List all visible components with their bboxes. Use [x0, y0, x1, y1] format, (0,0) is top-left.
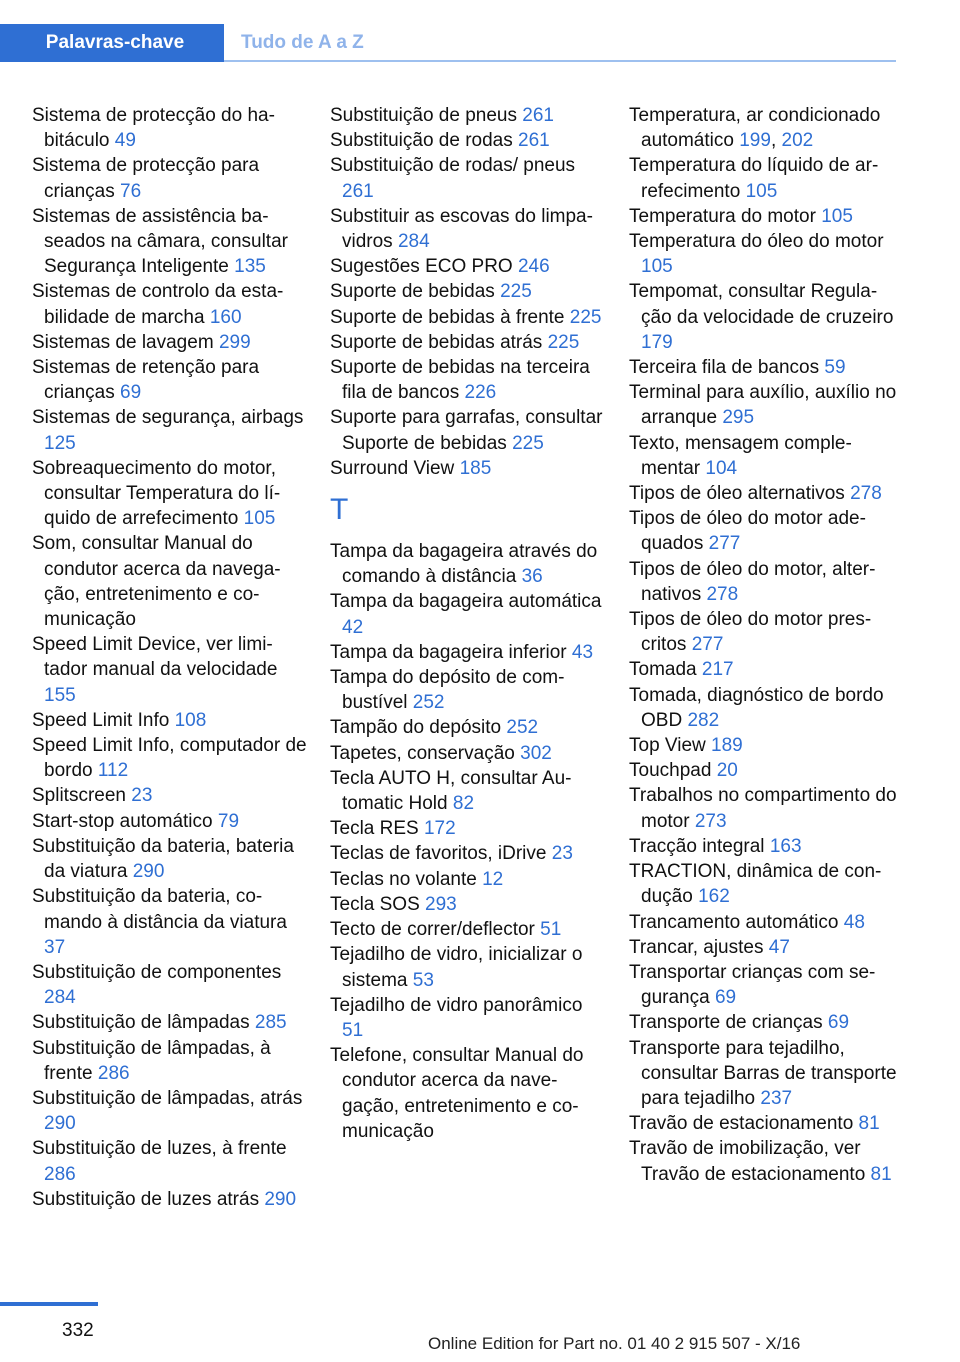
index-entry-text: Substituição de rodas/ pneus — [330, 155, 576, 177]
index-entry — [32, 834, 307, 884]
index-entry — [32, 1187, 307, 1212]
page-link[interactable]: 252 — [506, 717, 539, 739]
index-entry-text: Tecla AUTO H, consultar Automatic Hold — [330, 767, 572, 815]
index-entry-text: Suporte de bebidas — [330, 281, 495, 303]
index-entry-text: Substituição de luzes, à frente — [32, 1138, 287, 1160]
index-entry-text: TRACTION, dinâmica de condução — [629, 861, 882, 908]
page-link[interactable]: 179 — [641, 331, 673, 353]
index-entry-text: Tomada — [629, 659, 697, 681]
page-link[interactable]: 261 — [522, 105, 554, 126]
index-entry — [330, 917, 605, 942]
index-entry-text: Travão de estacionamento — [629, 1113, 854, 1135]
page-link[interactable]: 37 — [44, 936, 66, 958]
index-entry — [330, 741, 605, 766]
page-link[interactable]: 53 — [412, 969, 434, 991]
page-link[interactable]: 261 — [518, 130, 550, 152]
index-entry — [32, 153, 307, 203]
index-entry — [32, 279, 307, 329]
page-link[interactable]: 162 — [698, 886, 730, 908]
index-entry — [629, 758, 901, 783]
page-link[interactable]: 125 — [44, 432, 76, 454]
page-link[interactable]: 105 — [243, 508, 276, 530]
index-entry-text: Tampa da bagageira através do comando à distância — [330, 541, 598, 588]
index-entry-text: Suporte de bebidas na terceira fila de bancos — [330, 357, 590, 404]
index-entry-text: Suporte para garrafas, consultar Suporte de bebidas — [330, 407, 603, 454]
index-entry — [32, 405, 307, 455]
index-entry — [629, 834, 901, 859]
index-entry — [629, 380, 901, 430]
index-entry-text: Tecla SOS — [330, 893, 420, 915]
index-entry — [32, 531, 307, 632]
index-entry — [32, 355, 307, 405]
page-link[interactable]: 225 — [569, 306, 602, 328]
page-link[interactable]: 69 — [120, 382, 142, 404]
page-link[interactable]: 42 — [342, 616, 364, 638]
index-entry-text: Sistemas de lavagem — [32, 331, 214, 353]
page-link[interactable]: 290 — [264, 1188, 297, 1210]
page-link[interactable]: 79 — [217, 810, 240, 832]
index-entry — [629, 859, 901, 909]
index-entry-text: Transporte para tejadilho, consultar Barras de transporte para tejadilho — [629, 1037, 897, 1109]
index-entry — [629, 607, 901, 657]
index-entry — [629, 481, 901, 506]
page-link[interactable]: 69 — [714, 987, 737, 1009]
index-entry-text: Speed Limit Info — [32, 709, 170, 731]
index-entry-text: Tipos de óleo do motor, alternativos — [629, 558, 876, 605]
index-entry — [330, 942, 605, 992]
page-link[interactable]: 284 — [44, 987, 76, 1009]
index-entry — [330, 128, 605, 153]
index-entry-text: Tecla RES — [330, 818, 419, 840]
index-entry — [330, 841, 605, 866]
index-entry — [629, 204, 901, 229]
index-entry — [629, 910, 901, 935]
index-entry — [32, 632, 307, 708]
index-entry — [32, 1086, 307, 1136]
page-number: 332 — [62, 1320, 94, 1341]
index-entry — [330, 816, 605, 841]
page-link[interactable]: 286 — [44, 1163, 76, 1185]
index-entry-text: Sobreaquecimento do motor, consultar Temperatura do líquido de arrefecimento — [32, 457, 281, 530]
index-entry — [629, 506, 901, 556]
page-link[interactable]: 277 — [708, 533, 741, 555]
index-entry-text: Temperatura do líquido de arrefecimento — [629, 155, 879, 202]
index-entry-text: Tomada, diagnóstico de bordo OBD — [629, 684, 884, 731]
index-entry — [330, 665, 605, 715]
index-entry-text: Texto, mensagem complementar — [629, 432, 852, 479]
index-entry-text: Temperatura do motor — [629, 205, 816, 227]
section-letter: T — [330, 493, 349, 527]
page-link[interactable]: 105 — [745, 180, 778, 202]
index-entry — [32, 783, 307, 808]
index-entry-text: Substituição de rodas — [330, 130, 513, 152]
page-link[interactable]: 108 — [174, 709, 207, 731]
index-entry — [629, 557, 901, 607]
page-link[interactable]: 202 — [781, 130, 814, 152]
index-entry-text: Tampa do depósito de combustível — [330, 667, 565, 714]
index-entry — [330, 204, 605, 254]
header-divider — [224, 60, 896, 62]
index-entry — [330, 355, 605, 405]
index-entry — [629, 935, 901, 960]
index-entry-text: Substituição da bateria, comando à distância da viatura — [32, 886, 287, 933]
index-entry-text: Speed Limit Device, ver limitador manual da velocidade — [32, 634, 278, 681]
page-link[interactable]: 81 — [858, 1113, 880, 1135]
index-entry-text: Substituição de componentes — [32, 961, 282, 983]
index-entry-text: Trabalhos no compartimento do motor — [629, 785, 897, 832]
index-entry-text: Start-stop automático — [32, 810, 213, 832]
index-column-1 — [32, 103, 307, 1212]
page-link[interactable]: 105 — [641, 256, 673, 278]
index-entry — [330, 993, 605, 1043]
index-entry-text: Transportar crianças com segurança — [629, 961, 876, 1009]
index-entry-text: Tempomat, consultar Regulação da velocidade de cruzeiro — [629, 281, 894, 328]
index-entry-text: Temperatura, ar condicionado automático — [629, 105, 881, 152]
index-entry-text: Sugestões ECO PRO — [330, 256, 513, 278]
index-entry — [330, 1043, 605, 1144]
index-entry-text: Tejadilho de vidro panorâmico — [330, 994, 583, 1016]
index-entry — [32, 884, 307, 960]
index-entry-text: Substituição de lâmpadas — [32, 1012, 250, 1034]
page-link[interactable]: 199 — [739, 130, 771, 152]
index-entry — [32, 960, 307, 1010]
index-column-2 — [330, 103, 605, 1144]
index-entry-text: Tampa da bagageira inferior — [330, 641, 567, 663]
page-link[interactable]: 302 — [520, 742, 552, 764]
index-entry-text: Tracção integral — [629, 835, 765, 857]
page-link[interactable]: 47 — [768, 936, 790, 958]
index-entry — [629, 153, 901, 203]
page-link[interactable]: 284 — [397, 231, 430, 253]
index-entry — [32, 456, 307, 532]
index-entry-text: Teclas de favoritos, iDrive — [330, 843, 547, 865]
index-entry — [32, 733, 307, 783]
index-entry — [629, 1111, 901, 1136]
page-link[interactable]: 51 — [540, 919, 562, 941]
index-column-3 — [629, 103, 901, 1187]
index-entry-text: Sistemas de segurança, airbags — [32, 407, 304, 429]
page-link[interactable]: 299 — [218, 331, 251, 353]
tab-tudo-de-a-a-z[interactable]: Tudo de A a Z — [241, 32, 364, 53]
index-entry-text: Telefone, consultar Manual do condutor acerca da navegação, entretenimento e comunicação — [330, 1045, 584, 1142]
index-entry — [330, 539, 605, 589]
index-entry-text: Surround View — [330, 457, 455, 479]
index-entry-text: Tampa da bagageira automática — [330, 591, 602, 613]
tab-palavras-chave[interactable]: Palavras-chave — [0, 24, 224, 62]
page-link[interactable]: 155 — [44, 684, 76, 706]
index-entry — [330, 766, 605, 816]
page-link[interactable]: 59 — [824, 357, 846, 379]
page-link[interactable]: 286 — [97, 1062, 130, 1084]
index-entry — [330, 640, 605, 665]
page-link[interactable]: 51 — [342, 1019, 364, 1041]
page-link[interactable]: 49 — [114, 130, 136, 152]
index-entry-text: Tipos de óleo do motor prescritos — [629, 609, 872, 656]
index-entry-text: Transporte de crianças — [629, 1012, 823, 1034]
index-entry — [330, 405, 605, 455]
index-entry — [330, 589, 605, 639]
index-entry-text: Travão de imobilização, ver Travão de estacionamento — [629, 1138, 866, 1185]
page-link[interactable]: 104 — [705, 457, 738, 479]
index-entry — [32, 809, 307, 834]
page-link[interactable]: 277 — [691, 634, 724, 656]
index-entry-text: Substituir as escovas do limpa-vidros — [330, 205, 593, 253]
page-link[interactable]: 290 — [44, 1113, 76, 1135]
page-link[interactable]: 76 — [120, 180, 142, 202]
index-entry — [32, 204, 307, 280]
index-entry — [629, 431, 901, 481]
index-entry — [629, 783, 901, 833]
index-entry-text: Som, consultar Manual do condutor acerca da navegação, entretenimento e comunicação — [32, 533, 281, 631]
page-link[interactable]: 189 — [711, 735, 743, 757]
page-link[interactable]: 282 — [687, 709, 720, 731]
page-link[interactable]: 278 — [706, 583, 739, 605]
page-link[interactable]: 225 — [500, 281, 532, 303]
index-entry-text: Tipos de óleo do motor adequados — [629, 508, 866, 555]
page-link[interactable]: 112 — [97, 760, 129, 782]
footer-accent-bar — [0, 1302, 98, 1306]
page-link[interactable]: 290 — [132, 861, 165, 883]
index-entry-text: Sistemas de retenção para crianças — [32, 357, 260, 404]
index-entry-text: Teclas no volante — [330, 868, 477, 890]
index-entry — [32, 1136, 307, 1186]
index-entry — [629, 1036, 901, 1112]
index-entry-text: Suporte de bebidas atrás — [330, 331, 543, 353]
index-entry-text: Splitscreen — [32, 785, 126, 807]
page-link[interactable]: 295 — [722, 407, 755, 429]
index-entry-text: Terceira fila de bancos — [629, 357, 820, 379]
page-link[interactable]: 82 — [452, 793, 475, 815]
page-link[interactable]: 246 — [517, 256, 550, 278]
page-link[interactable]: 36 — [521, 566, 543, 588]
index-entry — [32, 330, 307, 355]
index-entry — [629, 960, 901, 1010]
index-entry-text: Sistema de protecção do habitáculo — [32, 105, 275, 152]
page-link[interactable]: 261 — [342, 180, 374, 202]
page-link[interactable]: 105 — [821, 205, 853, 227]
index-entry — [330, 867, 605, 892]
index-entry-text: Substituição de lâmpadas, atrás — [32, 1087, 303, 1109]
page-link[interactable]: 225 — [512, 432, 544, 454]
index-entry — [32, 1010, 307, 1035]
page-link[interactable]: 160 — [209, 306, 242, 328]
index-entry — [330, 330, 605, 355]
page-header — [0, 0, 960, 62]
index-entry-text: Substituição de pneus — [330, 105, 517, 126]
index-entry-text: Sistemas de assistência baseados na câmara, consultar Segurança Inteligente — [32, 205, 288, 278]
index-entry — [629, 657, 901, 682]
page-link[interactable]: 48 — [843, 911, 865, 933]
edition-note: Online Edition for Part no. 01 40 2 915 507 - X/16 — [428, 1334, 801, 1353]
page-link[interactable]: 172 — [423, 818, 456, 840]
index-entry-text: Tapetes, conservação — [330, 742, 515, 764]
index-entry-text: Tejadilho de vidro, inicializar o sistema — [330, 944, 583, 991]
index-entry-text: Trancamento automático — [629, 911, 839, 933]
index-entry — [330, 305, 605, 330]
page-link[interactable]: 12 — [482, 868, 504, 890]
index-entry-text: Top View — [629, 735, 706, 757]
page-link[interactable]: 81 — [870, 1163, 892, 1185]
index-entry — [330, 456, 605, 481]
page-link[interactable]: 278 — [850, 483, 882, 505]
page-link[interactable]: 285 — [254, 1012, 287, 1034]
page-link[interactable]: 217 — [701, 659, 734, 681]
index-entry — [32, 708, 307, 733]
index-entry-text: Trancar, ajustes — [629, 936, 764, 958]
index-entry-text: Substituição de lâmpadas, à frente — [32, 1037, 271, 1084]
index-entry — [330, 254, 605, 279]
page-link[interactable]: 225 — [547, 331, 580, 353]
index-entry — [32, 103, 307, 153]
index-entry-text: Sistema de protecção para crianças — [32, 155, 260, 202]
index-entry — [629, 279, 901, 355]
index-entry-text: Tecto de correr/deflector — [330, 919, 535, 941]
index-entry-text: Sistemas de controlo da estabilidade de marcha — [32, 281, 284, 328]
index-entry — [330, 279, 605, 304]
index-entry — [330, 892, 605, 917]
page-link[interactable]: 23 — [551, 843, 573, 865]
index-entry-text: Touchpad — [629, 760, 712, 782]
index-entry-text: Tipos de óleo alternativos — [629, 483, 845, 505]
index-entry — [330, 103, 605, 128]
page-link[interactable]: 23 — [131, 785, 153, 807]
index-entry — [629, 355, 901, 380]
index-entry — [330, 715, 605, 740]
page-link[interactable]: 163 — [769, 835, 802, 857]
index-entry — [32, 1036, 307, 1086]
index-entry-text: Tampão do depósito — [330, 717, 502, 739]
page-link[interactable]: 185 — [459, 457, 492, 479]
index-entry: Temperatura, ar condicionado automático 199, 202 — [629, 105, 881, 152]
index-entry — [629, 733, 901, 758]
index-entry — [629, 229, 901, 279]
index-entry-text: Suporte de bebidas à frente — [330, 306, 565, 328]
page-link[interactable]: 226 — [464, 382, 497, 404]
index-entry-text: Terminal para auxílio, auxílio no arranque — [629, 382, 897, 429]
index-entry-text: Temperatura do óleo do motor — [629, 231, 884, 253]
index-entry-text: Substituição de luzes atrás — [32, 1188, 260, 1210]
page-link[interactable]: 69 — [827, 1012, 850, 1034]
page-link[interactable]: 135 — [234, 256, 266, 278]
page-link[interactable]: 252 — [412, 692, 445, 714]
index-entry-text: Speed Limit Info, computador de bordo — [32, 735, 307, 782]
index-entry — [629, 1136, 901, 1186]
page-link[interactable]: 293 — [425, 893, 457, 915]
index-entry-text: Substituição da bateria, bateria da viatura — [32, 835, 294, 883]
page-link[interactable]: 273 — [694, 810, 727, 832]
page-link[interactable]: 43 — [571, 641, 594, 663]
page-link[interactable]: 237 — [760, 1087, 793, 1109]
index-entry — [330, 153, 605, 203]
index-entry — [629, 683, 901, 733]
page-link[interactable]: 20 — [716, 760, 738, 782]
index-entry — [629, 1010, 901, 1035]
